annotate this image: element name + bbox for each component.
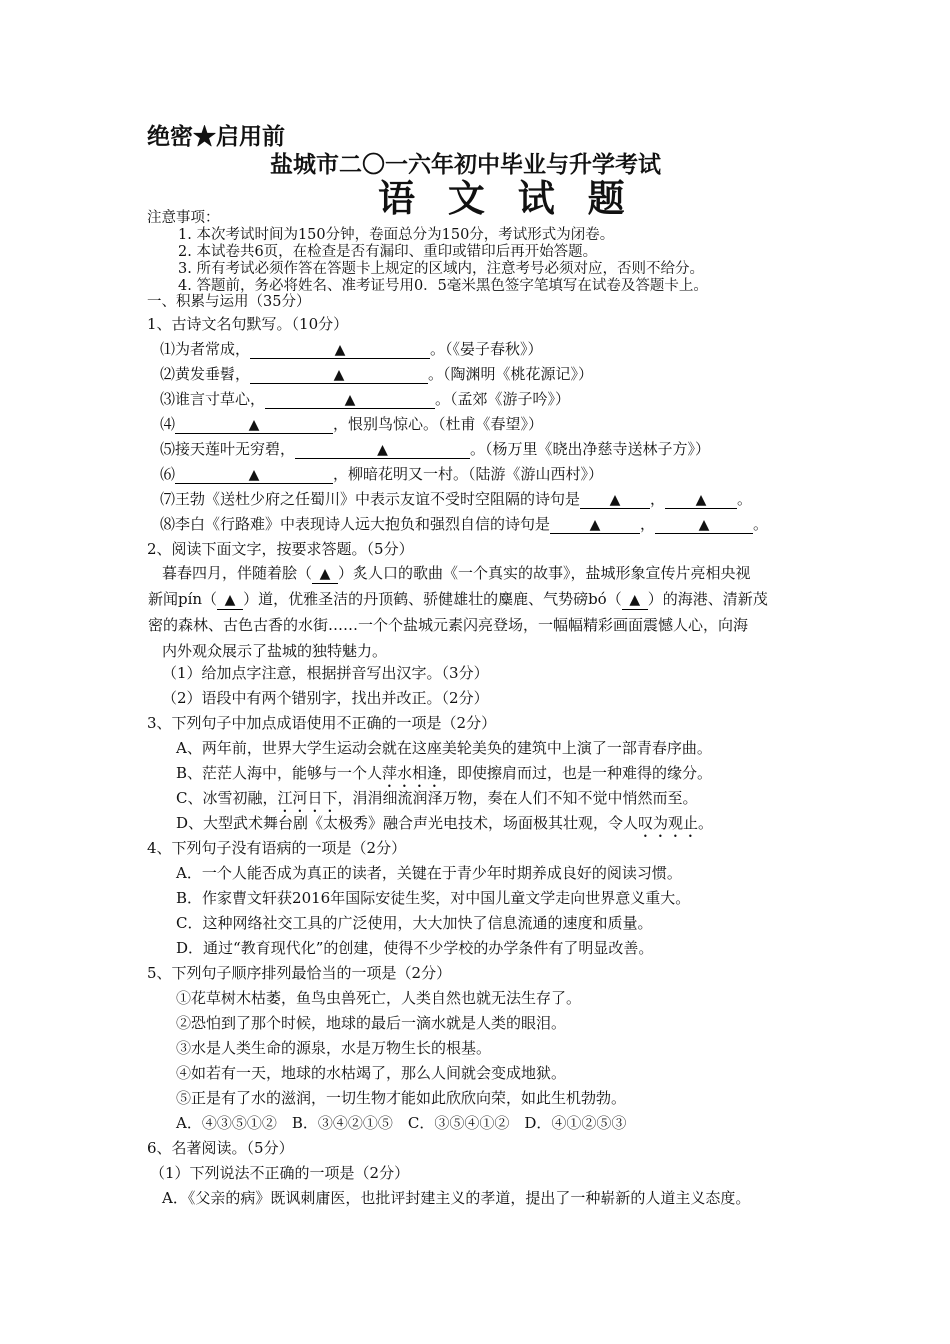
q5-sentence: ①花草树木枯萎，鱼鸟虫兽死亡，人类自然也就无法生存了。	[176, 989, 582, 1007]
answer-blank[interactable]: ▲	[295, 441, 470, 459]
answer-blank[interactable]: ▲	[655, 516, 753, 534]
notes-heading: 注意事项：	[147, 210, 220, 226]
q5-options: A．④③⑤①② B．③④②①⑤ C．③⑤④①② D．④①②⑤③	[176, 1114, 627, 1132]
q5-sentence: ③水是人类生命的源泉，水是万物生长的根基。	[176, 1039, 492, 1057]
note-item: 3. 所有考试必须作答在答题卡上规定的区域内，注意考号必须对应，否则不给分。	[178, 261, 704, 277]
q5-sentence: ⑤正是有了水的滋润，一切生物才能如此欣欣向荣，如此生机勃勃。	[176, 1089, 627, 1107]
q6-option-a: A．《父亲的病》既讽刺庸医，也批评封建主义的孝道，提出了一种崭新的人道主义态度。	[162, 1189, 751, 1207]
answer-blank[interactable]: ▲	[250, 366, 428, 384]
question-4-heading: 4、下列句子没有语病的一项是（2分）	[147, 839, 407, 857]
q4-option-c: C．这种网络社交工具的广泛使用，大大加快了信息流通的速度和质量。	[176, 914, 653, 932]
q2-sub-1: （1）给加点字注意，根据拼音写出汉字。（3分）	[162, 664, 489, 682]
answer-blank[interactable]: ▲	[265, 391, 435, 409]
note-item: 4. 答题前，务必将姓名、准考证号用0．5毫米黑色签字笔填写在试卷及答题卡上。	[178, 278, 708, 294]
answer-blank[interactable]: ▲	[665, 491, 737, 509]
answer-blank[interactable]: ▲	[175, 466, 333, 484]
q6-sub-1: （1）下列说法不正确的一项是（2分）	[150, 1164, 410, 1182]
answer-blank[interactable]: ▲	[217, 590, 243, 610]
q5-sentence: ④如若有一天，地球的水枯竭了，那么人间就会变成地狱。	[176, 1064, 567, 1082]
note-item: 1. 本次考试时间为150分钟，卷面总分为150分，考试形式为闭卷。	[178, 227, 615, 243]
q3-option-a: A、两年前，世界大学生运动会就在这座美轮美奂的建筑中上演了一部青春序曲。	[176, 739, 712, 757]
answer-blank[interactable]: ▲	[250, 341, 430, 359]
q4-option-d: D．通过“教育现代化”的创建，使得不少学校的办学条件有了明显改善。	[176, 939, 654, 957]
q1-item-2: ⑵黄发垂髫， ▲ 。（陶渊明《桃花源记》）	[160, 365, 594, 383]
q1-item-1: ⑴为者常成， ▲ 。（《晏子春秋》）	[160, 340, 543, 358]
question-6-heading: 6、名著阅读。（5分）	[147, 1139, 294, 1157]
q1-item-7: ⑺王勃《送杜少府之任蜀川》中表示友谊不受时空阻隔的诗句是 ▲ ， ▲ 。	[160, 490, 753, 508]
question-3-heading: 3、下列句子中加点成语使用不正确的一项是（2分）	[147, 714, 497, 732]
subject-title: 语 文 试 题	[378, 176, 635, 220]
answer-blank[interactable]: ▲	[550, 516, 640, 534]
exam-title: 盐城市二〇一六年初中毕业与升学考试	[270, 151, 661, 178]
question-5-heading: 5、下列句子顺序排列最恰当的一项是（2分）	[147, 964, 452, 982]
q1-item-5: ⑸接天莲叶无穷碧， ▲ 。（杨万里《晓出净慈寺送林子方》）	[160, 440, 711, 458]
confidential-mark: 绝密★启用前	[147, 123, 285, 150]
note-item: 2. 本试卷共6页，在检查是否有漏印、重印或错印后再开始答题。	[178, 244, 598, 260]
q1-item-3: ⑶谁言寸草心， ▲ 。（孟郊《游子吟》）	[160, 390, 571, 408]
q3-option-d: D、大型武术舞台剧《太极秀》融合声光电技术，场面极其壮观，令人叹为观止。	[176, 814, 714, 832]
answer-blank[interactable]: ▲	[312, 564, 338, 584]
question-1-heading: 1、古诗文名句默写。（10分）	[147, 315, 349, 333]
q5-sentence: ②恐怕到了那个时候，地球的最后一滴水就是人类的眼泪。	[176, 1014, 567, 1032]
q3-option-b: B、茫茫人海中，能够与一个人萍水相逢，即使擦肩而过，也是一种难得的缘分。	[176, 764, 713, 782]
answer-blank[interactable]: ▲	[580, 491, 650, 509]
answer-blank[interactable]: ▲	[622, 590, 648, 610]
answer-blank[interactable]: ▲	[175, 416, 333, 434]
q4-option-b: B．作家曹文轩获2016年国际安徒生奖，对中国儿童文学走向世界意义重大。	[176, 889, 691, 907]
q2-sub-2: （2）语段中有两个错别字，找出并改正。（2分）	[162, 689, 489, 707]
q3-option-c: C、冰雪初融，江河日下，涓涓细流润泽万物，奏在人们不知不觉中悄然而至。	[176, 789, 698, 807]
section-heading: 一、积累与运用（35分）	[147, 294, 311, 310]
q1-item-8: ⑻李白《行路难》中表现诗人远大抱负和强烈自信的诗句是 ▲ ， ▲ 。	[160, 515, 769, 533]
q4-option-a: A．一个人能否成为真正的读者，关键在于青少年时期养成良好的阅读习惯。	[176, 864, 682, 882]
q1-item-4: ⑷ ▲ ，恨别鸟惊心。（杜甫《春望》）	[160, 415, 544, 433]
question-2-heading: 2、阅读下面文字，按要求答题。（5分）	[147, 540, 414, 558]
q2-passage: 暮春四月，伴随着脍（ ▲ ）炙人口的歌曲《一个真实的故事》，盐城形象宣传片亮相央视 新闻pín（ ▲ ）道，优雅圣洁的丹顶鹤、骄健雄壮的麋鹿、气势磅bó（ ▲ ）的海港、清新茂 密的森林、古色古香的水街……一个个盐城元素闪亮登场，一幅幅精彩画面震憾人心，向海 内外观众展示了盐城的独特魅力。	[148, 564, 768, 660]
q1-item-6: ⑹ ▲ ，柳暗花明又一村。（陆游《游山西村》）	[160, 465, 604, 483]
